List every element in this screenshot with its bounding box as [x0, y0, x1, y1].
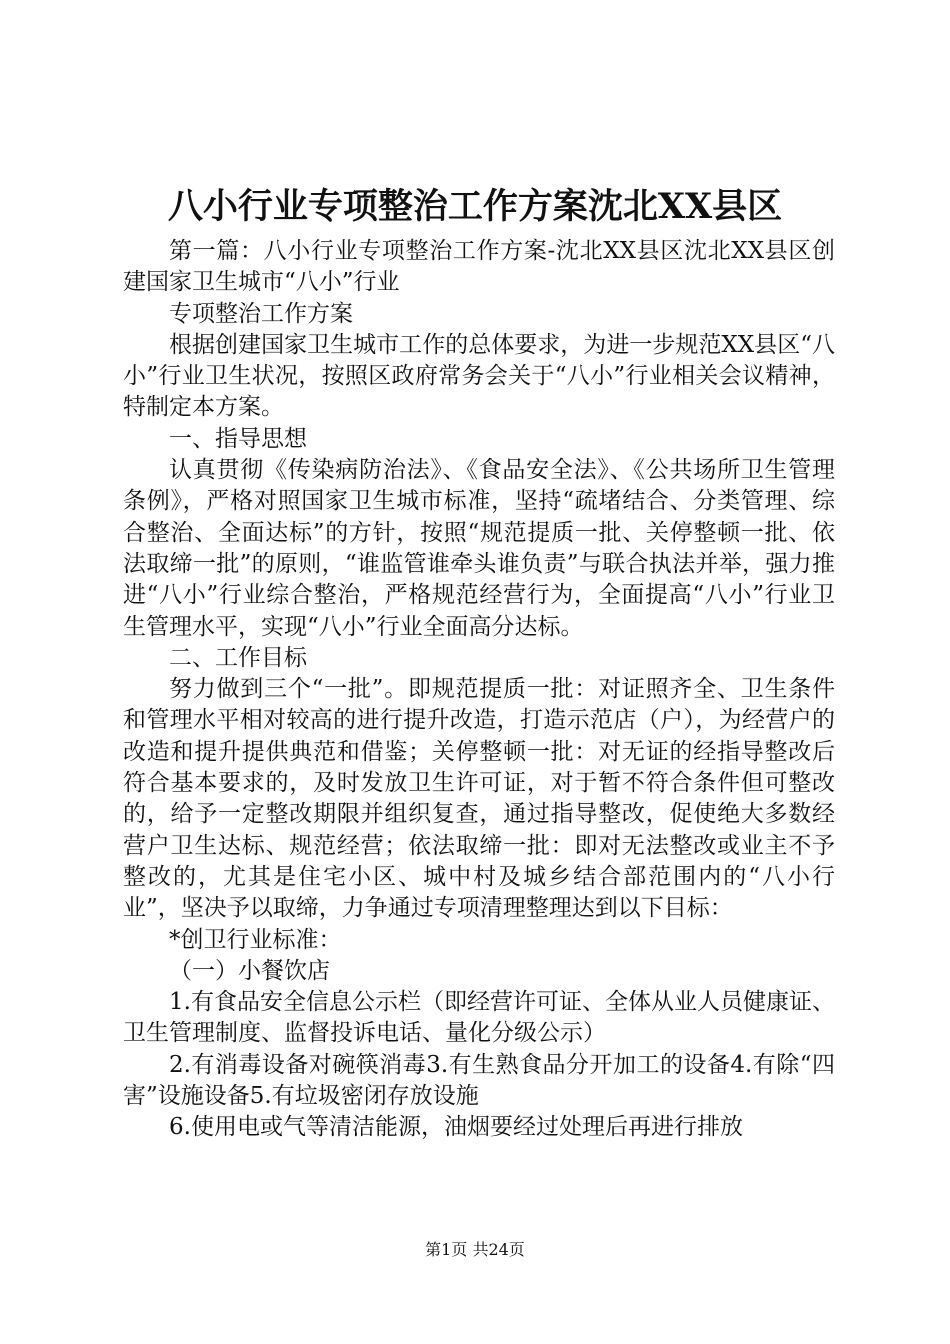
list-item-1: 1.有食品安全信息公示栏（即经营许可证、全体从业人员健康证、卫生管理制度、监督投诉电话、量化分级公示）: [123, 989, 835, 1047]
paragraph-guiding-thought: 认真贯彻《传染病防治法》、《食品安全法》、《公共场所卫生管理条例》，严格对照国家卫生城市标准，坚持“疏堵结合、分类管理、综合整治、全面达标”的方针，按照“规范提质一批、关停整顿一批、依法取缔一批”的原则，“谁监管谁牵头谁负责”与联合执法并举，强力推进“八小”行业综合整治，严格规范经营行为，全面提高“八小”行业卫生管理水平，实现“八小”行业全面高分达标。: [123, 457, 835, 640]
paragraph-subtitle: 专项整治工作方案: [169, 300, 353, 327]
list-item-2-5: 2.有消毒设备对碗筷消毒3.有生熟食品分开加工的设备4.有除“四害”设施设备5.有垃圾密闭存放设施: [123, 1051, 835, 1110]
list-item-6: 6.使用电或气等清洁能源，油烟要经过处理后再进行排放: [169, 1114, 743, 1141]
section-heading-guiding-thought: 一、指导思想: [169, 425, 307, 452]
paragraph-work-goals: 努力做到三个“一批”。即规范提质一批：对证照齐全、卫生条件和管理水平相对较高的进行提升改造，打造示范店（户），为经营户的改造和提升提供典范和借鉴；关停整顿一批：对无证的经指导整改后符合基本要求的，及时发放卫生许可证，对于暂不符合条件但可整改的，给予一定整改期限并组织复查，通过指导整改，促使绝大多数经营户卫生达标、规范经营；依法取缔一批：即对无法整改或业主不予整改的，尤其是住宅小区、城中村及城乡结合部范围内的“八小行业”，坚决予以取缔，力争通过专项清理整理达到以下目标：: [123, 676, 835, 922]
document-body: [123, 236, 835, 1144]
section-heading-work-goals: 二、工作目标: [169, 644, 307, 671]
subsection-heading-small-restaurants: （一）小餐饮店: [169, 957, 330, 984]
paragraph-preface: 根据创建国家卫生城市工作的总体要求，为进一步规范XX县区“八小”行业卫生状况，按照区政府常务会关于“八小”行业相关会议精神，特制定本方案。: [123, 331, 835, 421]
paragraph-intro: 第一篇：八小行业专项整治工作方案-沈北XX县区沈北XX县区创建国家卫生城市“八小”行业: [123, 238, 835, 296]
page-footer: 第1页 共24页: [425, 1240, 525, 1259]
document-title: 八小行业专项整治工作方案沈北XX县区: [167, 186, 783, 227]
paragraph-standards-label: *创卫行业标准：: [169, 926, 342, 953]
